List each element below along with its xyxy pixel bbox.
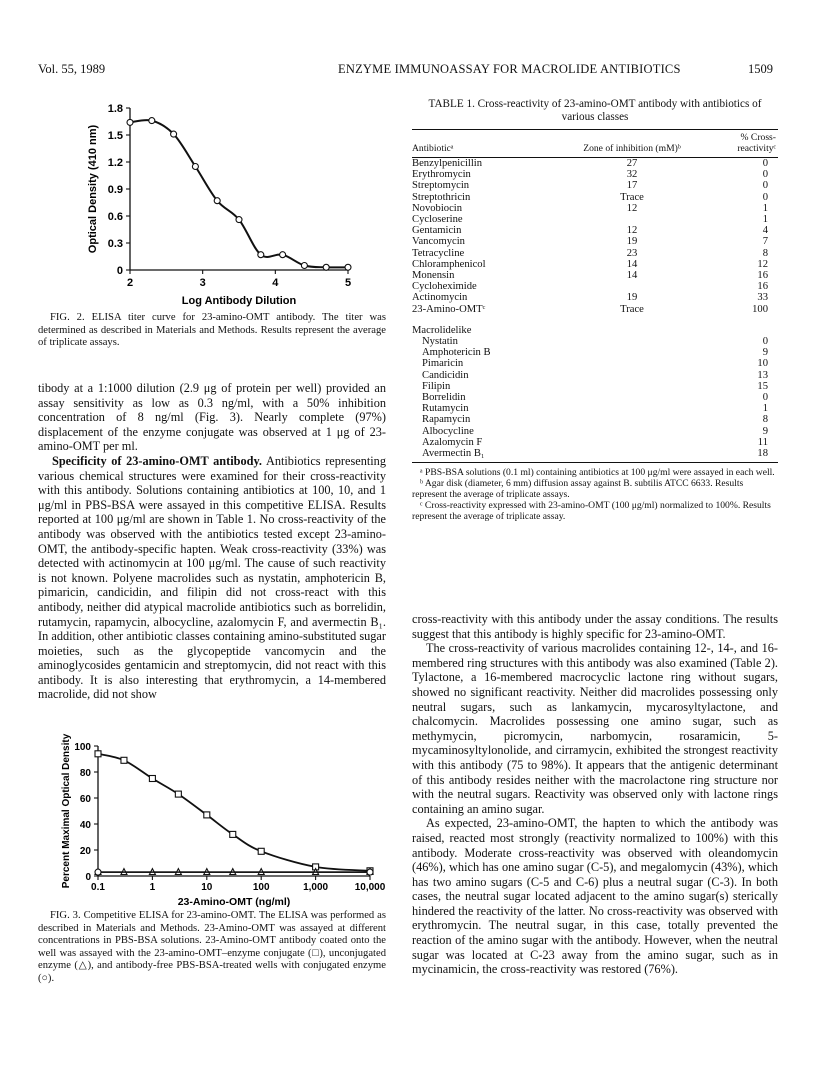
y-tick-label: 1.5: [107, 130, 123, 142]
table-cell-antibiotic: Actinomycin: [412, 292, 468, 304]
table1-macrolide-grid: [412, 325, 778, 459]
table-row: [412, 336, 778, 347]
x-tick-label: 10: [201, 882, 213, 893]
left-paragraph-2: [38, 454, 386, 702]
table-row: [412, 403, 778, 414]
table-cell-antibiotic: Cycloheximide: [412, 281, 477, 293]
table-cell-antibiotic: Rapamycin: [422, 414, 471, 426]
fig2-caption-text: FIG. 2. ELISA titer curve for 23-amino-OMT antibody. The titer was determined as described in Materials and Methods. Results represent the average of triplicate assays.: [38, 312, 386, 349]
table-cell-cross: 1: [762, 202, 768, 214]
table-cell-antibiotic: Streptomycin: [412, 180, 470, 192]
table-row: [412, 426, 778, 437]
table-cell-antibiotic: Erythromycin: [412, 169, 471, 181]
table-row: [412, 392, 778, 403]
table-cell-antibiotic: Pimaricin: [422, 358, 464, 370]
table1-header-zone: Zone of inhibition (mM)ᵇ: [583, 142, 681, 154]
table-cell-antibiotic: Azalomycin F: [422, 436, 483, 448]
table-cell-zone: [552, 358, 712, 369]
y-tick-label: 0: [116, 265, 123, 277]
table-cell-antibiotic: Chloramphenicol: [412, 258, 486, 270]
table-cell-antibiotic: Tetracycline: [412, 247, 465, 259]
data-point-circle: [127, 119, 133, 125]
volume-label: Vol. 55, 1989: [38, 62, 106, 76]
table-cell-antibiotic: Benzylpenicillin: [412, 158, 483, 169]
data-point-circle: [258, 252, 264, 258]
y-tick-label: 80: [79, 768, 91, 779]
table-row: [412, 292, 778, 303]
table-row: [412, 304, 778, 315]
table-cell-cross: 16: [757, 281, 768, 293]
table-cell-antibiotic: Gentamicin: [412, 225, 462, 237]
table-cell-zone: [552, 336, 712, 347]
x-tick-label: 5: [344, 277, 352, 289]
table-cell-cross: 10: [757, 358, 768, 370]
x-tick-label: 1: [149, 882, 156, 893]
table-cell-cross: 1: [762, 214, 768, 226]
table-cell-zone: Trace: [620, 191, 644, 203]
data-point-square: [175, 791, 181, 797]
table-cell-zone: 23: [626, 247, 638, 259]
table-row: [412, 236, 778, 247]
table1: [412, 98, 778, 522]
table-cell-antibiotic: Nystatin: [422, 336, 458, 348]
table1-group-label: Macrolidelike: [412, 324, 472, 336]
series-line: [98, 754, 370, 871]
table-row: [412, 225, 778, 236]
table-cell-zone: [552, 370, 712, 381]
table-row: [412, 180, 778, 191]
table-cell-zone: 12: [626, 202, 638, 214]
table-row: [412, 259, 778, 270]
table-row: [412, 281, 778, 292]
table-cell-antibiotic: Albocycline: [422, 425, 474, 437]
table-cell-zone: [552, 448, 712, 459]
table-cell-zone: 27: [626, 158, 638, 169]
y-tick-label: 0.3: [107, 238, 123, 250]
right-paragraph-3: As expected, 23-amino-OMT, the hapten to which the antibody was raised, reacted most strongly (reactivity normalized to 100%) with this antibody. Moderate cross-reactivity was observed with oleandomycin (46%), which has one amino sugar (C-5), and megalomycin (43%), which has two amino sugars (C-5 and C-6) plus a neutral sugar (C-3). In both cases, the neutral sugar located adjacent to the amino sugar(s) sterically hindered the reactivity of the latter. No cross-reactivity was observed with erythromycin. The neutral sugar, in this case, totally prevented the reaction of the amino sugar with the antibody. However, when the neutral sugar was located at C-23 away from the amino sugar, such as in mycinamicin, the cross-reactivity was restored (76%).: [412, 816, 778, 977]
table-row: [412, 448, 778, 459]
table-cell-cross: 11: [757, 436, 768, 448]
y-tick-label: 40: [79, 820, 91, 831]
y-tick-label: 100: [74, 742, 91, 753]
fig3-chart: [58, 733, 386, 908]
data-point-square: [95, 751, 101, 757]
y-axis-label: Optical Density (410 nm): [87, 124, 99, 254]
table-cell-cross: 8: [762, 414, 768, 426]
table-cell-zone: [552, 347, 712, 358]
data-point-square: [204, 812, 210, 818]
table1-title: TABLE 1. Cross-reactivity of 23-amino-OMT antibody with antibiotics of various classes: [428, 98, 762, 123]
table-cell-antibiotic: Rutamycin: [422, 403, 469, 415]
data-point-circle: [323, 264, 329, 270]
table-cell-zone: [552, 381, 712, 392]
table-cell-cross: 33: [757, 292, 768, 304]
table-row: [412, 370, 778, 381]
table-cell-cross: 7: [762, 236, 768, 248]
data-point-circle: [149, 118, 155, 124]
y-tick-label: 60: [79, 794, 91, 805]
data-point-circle: [95, 869, 101, 875]
y-tick-label: 0: [85, 872, 91, 883]
table-row: [412, 203, 778, 214]
x-tick-label: 3: [199, 277, 206, 289]
table-cell-cross: 12: [757, 258, 768, 270]
table-row: [412, 437, 778, 448]
table-cell-antibiotic: Streptothricin: [412, 191, 471, 203]
table-cell-zone: 12: [626, 225, 638, 237]
table-cell-zone: 32: [626, 169, 638, 181]
running-title: ENZYME IMMUNOASSAY FOR MACROLIDE ANTIBIOTICS: [338, 62, 681, 76]
y-axis-label: Percent Maximal Optical Density: [61, 733, 72, 889]
data-point-square: [258, 848, 264, 854]
table-cell-zone: [552, 426, 712, 437]
table-row: [412, 169, 778, 180]
section-heading-specificity: Specificity of 23-amino-OMT antibody.: [52, 453, 263, 468]
fig2-caption: [38, 312, 386, 350]
table-cell-cross: 0: [762, 191, 768, 203]
table-cell-antibiotic: Vancomycin: [412, 236, 465, 248]
table-cell-zone: 14: [626, 258, 638, 270]
table-cell-antibiotic: Monensin: [412, 270, 455, 282]
table-row: [412, 381, 778, 392]
x-axis-label: Log Antibody Dilution: [181, 295, 297, 307]
table-cell-antibiotic: Avermectin B₁: [422, 448, 485, 460]
table-cell-antibiotic: Candicidin: [422, 369, 469, 381]
table-row: [412, 414, 778, 425]
data-point-circle: [367, 869, 373, 875]
table1-footnote-c: ᶜ Cross-reactivity expressed with 23-amino-OMT (100 μg/ml) normalized to 100%. Results represent the average of triplicate assay.: [412, 500, 771, 523]
fig2-chart: [78, 96, 368, 314]
table-cell-zone: [552, 214, 712, 225]
table-cell-antibiotic: Amphotericin B: [422, 347, 491, 359]
left-paragraph-1: tibody at a 1:1000 dilution (2.9 μg of protein per well) provided an assay sensitivity as low as 0.3 ng/ml, with a 50% inhibition concentration of 8 ng/ml (Fig. 3). Nearly complete (97%) displacement of the enzyme conjugate was observed at 1 μg of 23-amino-OMT per ml.: [38, 381, 386, 454]
table1-grid: [412, 130, 778, 315]
data-point-square: [121, 757, 127, 763]
right-paragraph-2: The cross-reactivity of various macrolides containing 12-, 14-, and 16-membered ring structures with this antibody was also examined (Table 2). Tylactone, a 16-membered macrocyclic lactone ring without sugars, showed no significant reactivity. Neither did macrolides possessing only neutral sugars, such as lankamycin, mycarosyltylactone, and chalcomycin. Macrolides possessing one amino sugar, such as methymycin, picromycin, narbomycin, rosaramicin, 5-mycaminosyltylonolide, and cirramycin, exhibited the strongest reactivity with this antibody (75 to 98%). It appears that the antigenic determinant of this antibody resides neither with the macrolactone ring structure nor with the neutral sugars. Reactivity was observed only with lactone rings containing an amino sugar.: [412, 641, 778, 816]
table-cell-cross: 8: [762, 247, 768, 259]
left-body-text: [38, 381, 386, 702]
table-row: [412, 214, 778, 225]
table-cell-cross: 0: [762, 180, 768, 192]
table-cell-zone: 14: [626, 270, 638, 282]
table-cell-zone: [552, 281, 712, 292]
table-cell-zone: [552, 414, 712, 425]
x-tick-label: 10,000: [354, 882, 386, 893]
table-cell-cross: 18: [757, 448, 768, 460]
table-cell-zone: [552, 437, 712, 448]
y-tick-label: 0.6: [107, 211, 123, 223]
table-cell-cross: 4: [762, 225, 768, 237]
table-cell-cross: 9: [762, 425, 768, 437]
table-cell-cross: 1: [762, 403, 768, 415]
data-point-circle: [192, 164, 198, 170]
table-cell-cross: 13: [757, 369, 768, 381]
data-point-circle: [345, 264, 351, 270]
data-point-circle: [236, 217, 242, 223]
table-cell-zone: [552, 392, 712, 403]
table-cell-zone: [552, 403, 712, 414]
table-cell-cross: 100: [752, 303, 768, 315]
table1-header-antibiotic: Antibioticᵃ: [412, 142, 454, 154]
table-cell-cross: 0: [762, 169, 768, 181]
data-point-circle: [280, 252, 286, 258]
series-line: [130, 120, 348, 267]
table-row: [412, 192, 778, 203]
table1-footnote-a: ᵃ PBS-BSA solutions (0.1 ml) containing antibiotics at 100 μg/ml were assayed in each well.: [420, 467, 775, 479]
right-paragraph-1: cross-reactivity with this antibody under the assay conditions. The results suggest that this antibody is highly specific for 23-amino-OMT.: [412, 612, 778, 641]
table-cell-antibiotic: Cycloserine: [412, 214, 463, 226]
table-row: [412, 358, 778, 369]
data-point-square: [149, 776, 155, 782]
data-point-square: [230, 831, 236, 837]
table-cell-antibiotic: Borrelidin: [422, 392, 466, 404]
table1-footnote-b: ᵇ Agar disk (diameter, 6 mm) diffusion assay against B. subtilis ATCC 6633. Results represent the average of triplicate assays.: [412, 478, 744, 501]
left-paragraph-2-body: Antibiotics representing various chemical structures were examined for their cross-reactivity with this antibody. Solutions containing antibiotics at 100, 10, and 1 μg/ml in PBS-BSA were assayed in this competitive ELISA. Results reported at 100 μg/ml are shown in Table 1. No cross-reactivity of the antibody was observed with the antibiotics tested except 23-amino-OMT, the antibody-specific hapten. Weak cross-reactivity (33%) was detected with actinomycin at 100 μg/ml. The cause of such reactivity is not known. Polyene macrolides such as nystatin, amphotericin B, pimaricin, candicidin, and filipin did not cross-react with this antibody, neither did atypical macrolide antibiotics such as borrelidin, rutamycin, rapamycin, albocycline, azalomycin F, and avermectin B₁. In addition, other antibiotic classes containing amino-substituted sugar moieties, such as the glycopeptide vancomycin and the aminoglycosides gentamicin and streptomycin, did not react with this antibody. It is also interesting that erythromycin, a 14-membered macrolide, did not show: [38, 453, 386, 702]
x-tick-label: 2: [126, 277, 134, 289]
data-point-circle: [214, 198, 220, 204]
table-cell-zone: 19: [626, 236, 638, 248]
table-cell-zone: 19: [626, 292, 638, 304]
table-cell-cross: 0: [762, 336, 768, 348]
x-tick-label: 4: [272, 277, 279, 289]
table-cell-zone: Trace: [620, 303, 644, 315]
data-point-circle: [171, 131, 177, 137]
x-tick-label: 100: [252, 882, 270, 893]
right-body-text: [412, 612, 778, 977]
page-number: 1509: [748, 62, 773, 76]
table-row: [412, 248, 778, 259]
y-tick-label: 1.8: [107, 103, 123, 115]
y-tick-label: 20: [79, 846, 91, 857]
table-row: [412, 158, 778, 170]
fig3-caption-text: FIG. 3. Competitive ELISA for 23-amino-OMT. The ELISA was performed as described in Materials and Methods. 23-Amino-OMT was assayed at different concentrations in PBS-BSA solutions. 23-Amino-OMT antibody coated onto the well was assayed with the 23-amino-OMT–enzyme conjugate (□), unconjugated enzyme (△), and antibody-free PBS-BSA-treated wells with conjugated enzyme (○).: [38, 910, 386, 984]
table-row: [412, 347, 778, 358]
x-tick-label: 1,000: [303, 882, 329, 893]
data-point-circle: [301, 263, 307, 269]
table-cell-cross: 0: [762, 158, 768, 169]
table-cell-zone: 17: [626, 180, 638, 192]
table-cell-cross: 9: [762, 347, 768, 359]
x-axis-label: 23-Amino-OMT (ng/ml): [177, 896, 291, 908]
table-cell-antibiotic: Filipin: [422, 380, 451, 392]
table1-header-cross: % Cross-reactivityᶜ: [737, 132, 776, 154]
fig3-caption: [38, 910, 386, 986]
y-tick-label: 0.9: [107, 184, 123, 196]
table-cell-antibiotic: Novobiocin: [412, 202, 463, 214]
table-cell-cross: 15: [757, 380, 768, 392]
table-cell-cross: 0: [762, 392, 768, 404]
table-cell-cross: 16: [757, 270, 768, 282]
table-cell-antibiotic: 23-Amino-OMTᶜ: [412, 303, 486, 315]
table1-footnotes: [412, 467, 778, 522]
table-row: [412, 270, 778, 281]
x-tick-label: 0.1: [91, 882, 105, 893]
y-tick-label: 1.2: [107, 157, 123, 169]
